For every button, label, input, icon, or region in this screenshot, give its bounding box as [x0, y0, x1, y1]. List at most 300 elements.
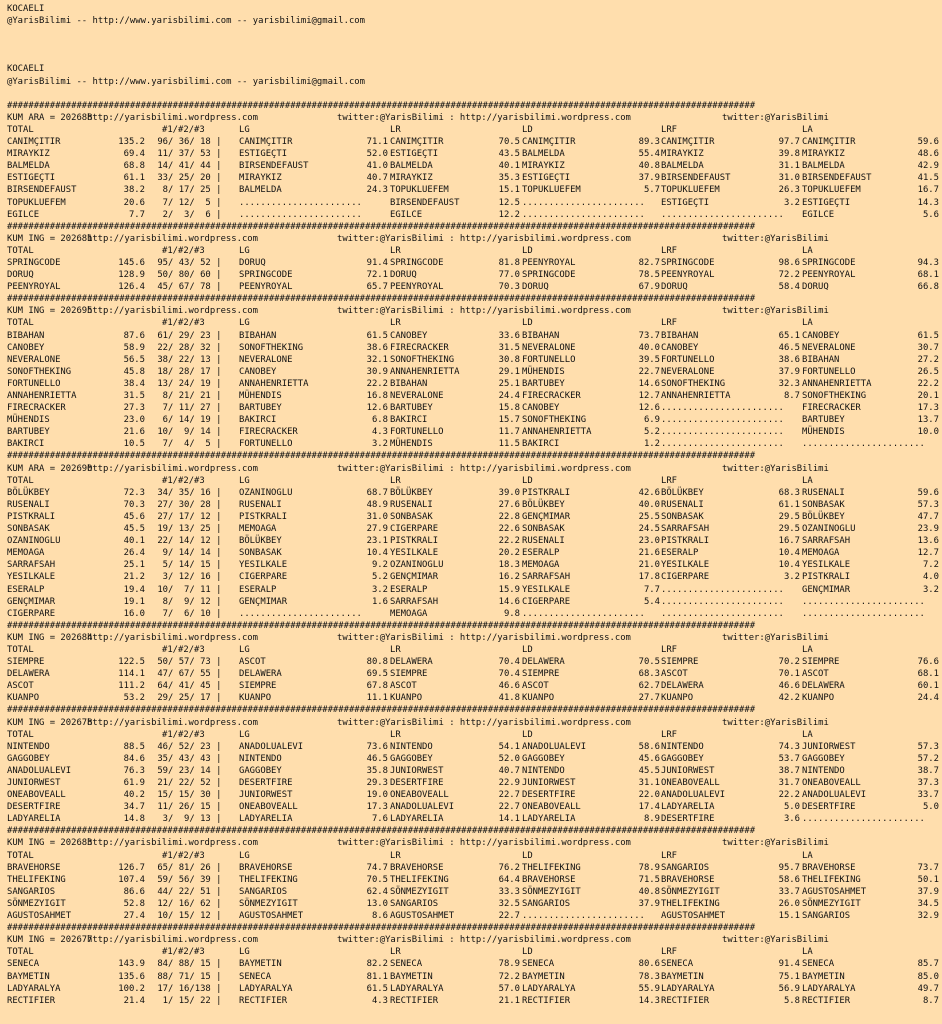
table-row [7, 813, 939, 825]
table-row [7, 886, 939, 898]
lr-score: 57.0 [498, 983, 520, 994]
lr-header: LR [390, 947, 401, 958]
ld-horse: LADYARELIA [522, 814, 576, 825]
lr-score: 22.7 [498, 911, 520, 922]
la-score: 34.5 [917, 898, 939, 909]
lrf-header: LRF [661, 850, 678, 861]
lr-score: 11.5 [498, 439, 520, 450]
ld-score: 68.3 [638, 669, 660, 680]
ld-score: 14.6 [638, 378, 660, 389]
ld-score: 25.5 [638, 511, 660, 522]
lrf-score: 31.7 [778, 778, 800, 788]
lrf-horse: NINTENDO [661, 741, 704, 752]
ld-score: 22.0 [638, 790, 660, 801]
placings: 8/ 17/ 25 | [152, 185, 222, 196]
lr-score: 40.7 [498, 765, 520, 776]
ld-horse: SENECA [522, 959, 555, 970]
lrf-horse: JUNIORWEST [661, 765, 715, 776]
horse-name: CIGERPARE [7, 608, 56, 619]
placings: 15/ 15/ 30 | [152, 790, 222, 801]
horse-name: BAKIRCI [7, 439, 45, 450]
ld-horse: SIEMPRE [522, 669, 560, 680]
race-header [7, 463, 939, 475]
total-header: TOTAL [7, 245, 34, 256]
horse-name: ESTIGEÇTI [7, 173, 56, 184]
lr-score: 16.2 [498, 572, 520, 583]
horse-name: ANADOLUALEVI [7, 765, 72, 776]
lrf-score: 5.0 [783, 802, 800, 813]
total-header: TOTAL [7, 318, 34, 329]
lr-score: 41.8 [498, 693, 520, 704]
ld-horse: RECTIFIER [522, 995, 571, 1006]
lrf-score: 3.2 [783, 197, 800, 208]
placings: 7/ 12/ 5 | [152, 197, 222, 208]
lg-score: 81.1 [366, 971, 388, 982]
lr-horse: BIRSENDEFAUST [390, 197, 460, 208]
lg-score: 40.7 [366, 173, 388, 184]
table-row [7, 209, 939, 221]
la-horse: ONEABOVEALL [802, 778, 861, 788]
la-horse: FORTUNELLO [802, 366, 856, 377]
la-horse: SENECA [802, 959, 835, 970]
horse-name: SONBASAK [7, 524, 50, 535]
horse-name: NEVERALONE [7, 354, 61, 365]
lrf-score: 74.3 [778, 741, 800, 752]
lr-score: 15.7 [498, 415, 520, 426]
table-row [7, 136, 939, 148]
horse-name: DESERTFIRE [7, 802, 61, 813]
lg-horse: ....................... [239, 209, 362, 220]
table-row [7, 789, 939, 801]
race-header [7, 112, 939, 124]
lr-horse: RUSENALI [390, 499, 433, 510]
lrf-horse: CANIMÇITIR [661, 137, 715, 148]
placings: 21/ 22/ 52 | [152, 778, 222, 788]
placings: 8/ 21/ 21 | [152, 391, 222, 401]
total-header: TOTAL [7, 850, 34, 861]
la-horse: NEVERALONE [802, 342, 856, 353]
total-score: 10.5 [123, 439, 145, 450]
ld-horse: ANADOLUALEVI [522, 741, 587, 752]
placings: 2/ 3/ 6 | [152, 209, 222, 220]
ld-horse: DESERTFIRE [522, 790, 576, 801]
lg-score: 13.0 [366, 898, 388, 909]
la-horse: ....................... [802, 439, 925, 450]
la-score: 41.5 [917, 173, 939, 184]
placings: 27/ 30/ 28 | [152, 499, 222, 510]
lr-horse: SONBASAK [390, 511, 433, 522]
column-header [7, 644, 939, 656]
table-row [7, 499, 939, 511]
race-url: http://yarisbilimi.wordpress.com [87, 935, 258, 946]
lg-horse: BARTUBEY [239, 403, 282, 414]
la-score: 57.3 [917, 499, 939, 510]
placings: 10/ 7/ 11 | [152, 584, 222, 595]
lrf-horse: YESILKALE [661, 560, 710, 571]
ld-score: 40.0 [638, 342, 660, 353]
la-horse: SONOFTHEKING [802, 391, 867, 401]
lrf-score: 22.2 [778, 790, 800, 801]
la-score: 23.9 [917, 524, 939, 535]
race-label: KUM ING = 202695 [7, 306, 93, 317]
placings: 45/ 67/ 78 | [152, 282, 222, 293]
hash-header: #1/#2/#3 [162, 729, 205, 740]
lrf-score: 75.1 [778, 971, 800, 982]
lg-horse: GAGGOBEY [239, 765, 282, 776]
lr-score: 24.4 [498, 391, 520, 401]
placings: 46/ 52/ 23 | [152, 741, 222, 752]
lrf-score: 37.9 [778, 366, 800, 377]
ld-horse: RUSENALI [522, 536, 565, 547]
placings: 13/ 24/ 19 | [152, 378, 222, 389]
horse-name: BIRSENDEFAUST [7, 185, 77, 196]
lrf-horse: FORTUNELLO [661, 354, 715, 365]
total-score: 122.5 [118, 657, 145, 668]
lr-horse: BARTUBEY [390, 403, 433, 414]
total-score: 128.9 [118, 270, 145, 281]
la-horse: ....................... [802, 814, 925, 825]
lg-horse: THELIFEKING [239, 874, 298, 885]
lr-score: 22.7 [498, 790, 520, 801]
lg-horse: SANGARIOS [239, 886, 288, 897]
ld-horse: FORTUNELLO [522, 354, 576, 365]
horse-name: ONEABOVEALL [7, 790, 66, 801]
lg-horse: ....................... [239, 197, 362, 208]
total-score: 70.3 [123, 499, 145, 510]
ld-score: 12.7 [638, 391, 660, 401]
lg-score: 35.8 [366, 765, 388, 776]
ld-horse: NINTENDO [522, 765, 565, 776]
lrf-score: 31.0 [778, 173, 800, 184]
lg-horse: OZANINOGLU [239, 487, 293, 498]
separator-line: ############################################################################################################################################ [7, 294, 756, 305]
ld-score: 45.5 [638, 765, 660, 776]
table-row [7, 753, 939, 765]
lrf-score: 70.2 [778, 657, 800, 668]
lr-score: 40.1 [498, 161, 520, 172]
table-row [7, 269, 939, 281]
table-row [7, 910, 939, 922]
ld-score: 12.6 [638, 403, 660, 414]
table-row [7, 874, 939, 886]
lrf-horse: BÖLÜKBEY [661, 487, 704, 498]
total-score: 87.6 [123, 330, 145, 341]
ld-horse: THELIFEKING [522, 862, 581, 873]
la-horse: PISTKRALI [802, 572, 851, 583]
ld-horse: LADYARALYA [522, 983, 576, 994]
la-horse: DESERTFIRE [802, 802, 856, 813]
lr-horse: OZANINOGLU [390, 560, 444, 571]
lr-horse: THELIFEKING [390, 874, 449, 885]
placings: 22/ 28/ 32 | [152, 342, 222, 353]
header-city: KOCAELI [7, 4, 45, 14]
lg-horse: SPRINGCODE [239, 270, 293, 281]
la-score: 24.4 [917, 693, 939, 704]
ld-score: 17.4 [638, 802, 660, 813]
placings: 33/ 25/ 20 | [152, 173, 222, 184]
lg-score: 6.8 [371, 415, 388, 426]
ld-score: 7.7 [643, 584, 660, 595]
la-score: 14.3 [917, 197, 939, 208]
table-row [7, 995, 939, 1007]
lg-header: LG [239, 850, 250, 861]
lrf-horse: DESERTFIRE [661, 814, 715, 825]
table-row [7, 596, 939, 608]
lg-score: 91.4 [366, 257, 388, 268]
separator-line: ############################################################################################################################################ [7, 923, 756, 934]
lr-horse: YESILKALE [390, 548, 439, 559]
lr-horse: SANGARIOS [390, 898, 439, 909]
lg-score: 61.5 [366, 983, 388, 994]
lg-score: 48.9 [366, 499, 388, 510]
la-score: 13.6 [917, 536, 939, 547]
ld-horse: NEVERALONE [522, 342, 576, 353]
column-header [7, 946, 939, 958]
ld-score: 27.7 [638, 693, 660, 704]
column-header [7, 729, 939, 741]
lg-horse: JUNIORWEST [239, 790, 293, 801]
placings: 50/ 57/ 73 | [152, 657, 222, 668]
ld-horse: PISTKRALI [522, 487, 571, 498]
ld-score: 22.7 [638, 366, 660, 377]
lrf-horse: LADYARELIA [661, 802, 715, 813]
la-horse: AGUSTOSAHMET [802, 886, 867, 897]
ld-horse: ONEABOVEALL [522, 802, 581, 813]
race-url: http://yarisbilimi.wordpress.com [87, 463, 258, 474]
placings: 11/ 26/ 15 | [152, 802, 222, 813]
lrf-score: 56.9 [778, 983, 800, 994]
race-twitter: twitter:@YarisBilimi [722, 632, 829, 643]
ld-horse: CANOBEY [522, 403, 560, 414]
lr-score: 39.0 [498, 487, 520, 498]
la-score: 59.6 [917, 137, 939, 148]
lr-horse: MÜHENDIS [390, 439, 433, 450]
la-score: 49.7 [917, 983, 939, 994]
la-horse: BALMELDA [802, 161, 845, 172]
table-row [7, 390, 939, 402]
lrf-horse: RUSENALI [661, 499, 704, 510]
race-label: KUM ING = 202683 [7, 838, 93, 849]
ld-score: 42.6 [638, 487, 660, 498]
lr-horse: CIGERPARE [390, 524, 439, 535]
la-horse: BÖLÜKBEY [802, 511, 845, 522]
lg-score: 24.3 [366, 185, 388, 196]
lr-horse: DORUQ [390, 270, 417, 281]
ld-score: 31.1 [638, 778, 660, 788]
placings: 1/ 15/ 22 | [152, 995, 222, 1006]
la-horse: ESTIGEÇTI [802, 197, 851, 208]
ld-score: 70.5 [638, 657, 660, 668]
placings: 61/ 29/ 23 | [152, 330, 222, 341]
lg-score: 32.1 [366, 354, 388, 365]
horse-name: SIEMPRE [7, 657, 45, 668]
lr-horse: FORTUNELLO [390, 427, 444, 438]
lg-horse: KUANPO [239, 693, 272, 704]
lr-horse: ESTIGEÇTI [390, 149, 439, 160]
la-horse: MÜHENDIS [802, 427, 845, 438]
table-row [7, 765, 939, 777]
lrf-horse: RECTIFIER [661, 995, 710, 1006]
ld-score: 23.0 [638, 536, 660, 547]
ld-horse: YESILKALE [522, 584, 571, 595]
table-row [7, 402, 939, 414]
lg-horse: BIRSENDEFAUST [239, 161, 309, 172]
horse-name: RECTIFIER [7, 995, 56, 1006]
lrf-score: 5.8 [783, 995, 800, 1006]
la-horse: JUNIORWEST [802, 741, 856, 752]
lg-horse: CIGERPARE [239, 572, 288, 583]
lg-header: LG [239, 475, 250, 486]
lrf-horse: SONBASAK [661, 511, 704, 522]
lr-score: 33.3 [498, 886, 520, 897]
ld-horse: CIGERPARE [522, 596, 571, 607]
total-score: 69.4 [123, 149, 145, 160]
race-header [7, 632, 939, 644]
lrf-score: 31.1 [778, 161, 800, 172]
total-score: 16.0 [123, 608, 145, 619]
horse-name: PEENYROYAL [7, 282, 61, 293]
total-score: 126.7 [118, 862, 145, 873]
ld-score: 6.9 [643, 415, 660, 426]
lr-score: 29.1 [498, 366, 520, 377]
la-horse: EGILCE [802, 209, 835, 220]
total-score: 88.5 [123, 741, 145, 752]
lg-score: 52.0 [366, 149, 388, 160]
table-row [7, 680, 939, 692]
total-header: TOTAL [7, 475, 34, 486]
horse-name: SENECA [7, 959, 40, 970]
table-row [7, 523, 939, 535]
total-score: 107.4 [118, 874, 145, 885]
ld-horse: GAGGOBEY [522, 753, 565, 764]
la-score: 47.7 [917, 511, 939, 522]
la-score: 33.7 [917, 790, 939, 801]
placings: 3/ 12/ 16 | [152, 572, 222, 583]
la-horse: NINTENDO [802, 765, 845, 776]
ld-horse: DELAWERA [522, 657, 565, 668]
total-score: 38.2 [123, 185, 145, 196]
placings: 17/ 16/138 | [152, 983, 222, 994]
lg-score: 73.6 [366, 741, 388, 752]
separator-line: ############################################################################################################################################ [7, 705, 756, 716]
la-score: 10.0 [917, 427, 939, 438]
lrf-score: 10.4 [778, 548, 800, 559]
race-twitter: twitter:@YarisBilimi [722, 935, 829, 946]
placings: 11/ 37/ 53 | [152, 149, 222, 160]
total-score: 61.1 [123, 173, 145, 184]
table-row [7, 571, 939, 583]
lg-score: 74.7 [366, 862, 388, 873]
la-score: 42.9 [917, 161, 939, 172]
total-score: 52.8 [123, 898, 145, 909]
ld-score: 71.5 [638, 874, 660, 885]
lg-horse: RECTIFIER [239, 995, 288, 1006]
ld-score: 62.7 [638, 681, 660, 692]
lrf-score: 65.1 [778, 330, 800, 341]
la-horse: THELIFEKING [802, 874, 861, 885]
ld-horse: GENÇMIMAR [522, 511, 571, 522]
ld-horse: ANNAHENRIETTA [522, 427, 592, 438]
race-url: http://yarisbilimi.wordpress.com [87, 838, 258, 849]
total-score: 20.6 [123, 197, 145, 208]
lr-score: 81.8 [498, 257, 520, 268]
ld-score: 8.9 [643, 814, 660, 825]
total-score: 68.8 [123, 161, 145, 172]
lr-score: 31.5 [498, 342, 520, 353]
lr-score: 78.9 [498, 959, 520, 970]
la-horse: BIBAHAN [802, 354, 840, 365]
lr-score: 33.6 [498, 330, 520, 341]
ld-score: 40.8 [638, 161, 660, 172]
ld-horse: BAKIRCI [522, 439, 560, 450]
ld-horse: JUNIORWEST [522, 778, 576, 788]
horse-name: MÜHENDIS [7, 415, 50, 426]
ld-horse: SONOFTHEKING [522, 415, 587, 426]
lg-horse: NINTENDO [239, 753, 282, 764]
total-score: 111.2 [118, 681, 145, 692]
lg-score: 17.3 [366, 802, 388, 813]
lr-score: 70.4 [498, 657, 520, 668]
total-score: 38.4 [123, 378, 145, 389]
ld-score: 37.9 [638, 173, 660, 184]
ld-score: 14.3 [638, 995, 660, 1006]
horse-name: ESERALP [7, 584, 45, 595]
horse-name: MIRAYKIZ [7, 149, 50, 160]
lg-score: 46.5 [366, 753, 388, 764]
lg-horse: SONOFTHEKING [239, 342, 304, 353]
race-label: KUM ING = 202681 [7, 233, 93, 244]
la-score: 73.7 [917, 862, 939, 873]
placings: 96/ 36/ 18 | [152, 137, 222, 148]
la-horse: DELAWERA [802, 681, 845, 692]
lr-score: 11.7 [498, 427, 520, 438]
la-horse: FIRECRACKER [802, 403, 861, 414]
total-score: 56.5 [123, 354, 145, 365]
la-horse: ....................... [802, 596, 925, 607]
lr-header: LR [390, 124, 401, 135]
total-score: 45.5 [123, 524, 145, 535]
lrf-horse: SARRAFSAH [661, 524, 710, 535]
horse-name: ASCOT [7, 681, 34, 692]
race-header [7, 837, 939, 849]
table-row [7, 148, 939, 160]
table-row [7, 801, 939, 813]
total-score: 7.7 [128, 209, 145, 220]
ld-horse: BRAVEHORSE [522, 874, 576, 885]
ld-horse: FIRECRACKER [522, 391, 581, 401]
ld-score: 89.3 [638, 137, 660, 148]
horse-name: TOPUKLUEFEM [7, 197, 66, 208]
lr-score: 30.8 [498, 354, 520, 365]
placings: 7/ 6/ 10 | [152, 608, 222, 619]
lr-horse: SONOFTHEKING [390, 354, 455, 365]
lg-score: 82.2 [366, 959, 388, 970]
lg-score: 11.1 [366, 693, 388, 704]
lr-horse: NINTENDO [390, 741, 433, 752]
lg-horse: AGUSTOSAHMET [239, 911, 304, 922]
lrf-header: LRF [661, 475, 678, 486]
lrf-horse: ....................... [661, 415, 784, 426]
ld-score: 24.5 [638, 524, 660, 535]
placings: 27/ 17/ 12 | [152, 511, 222, 522]
table-row [7, 535, 939, 547]
ld-score: 40.8 [638, 886, 660, 897]
placings: 3/ 9/ 13 | [152, 814, 222, 825]
lg-horse: DESERTFIRE [239, 778, 293, 788]
table-row [7, 378, 939, 390]
race-twitter-link: twitter:@YarisBilimi : http://yarisbilimi.wordpress.com [337, 935, 631, 946]
lr-score: 12.2 [498, 209, 520, 220]
